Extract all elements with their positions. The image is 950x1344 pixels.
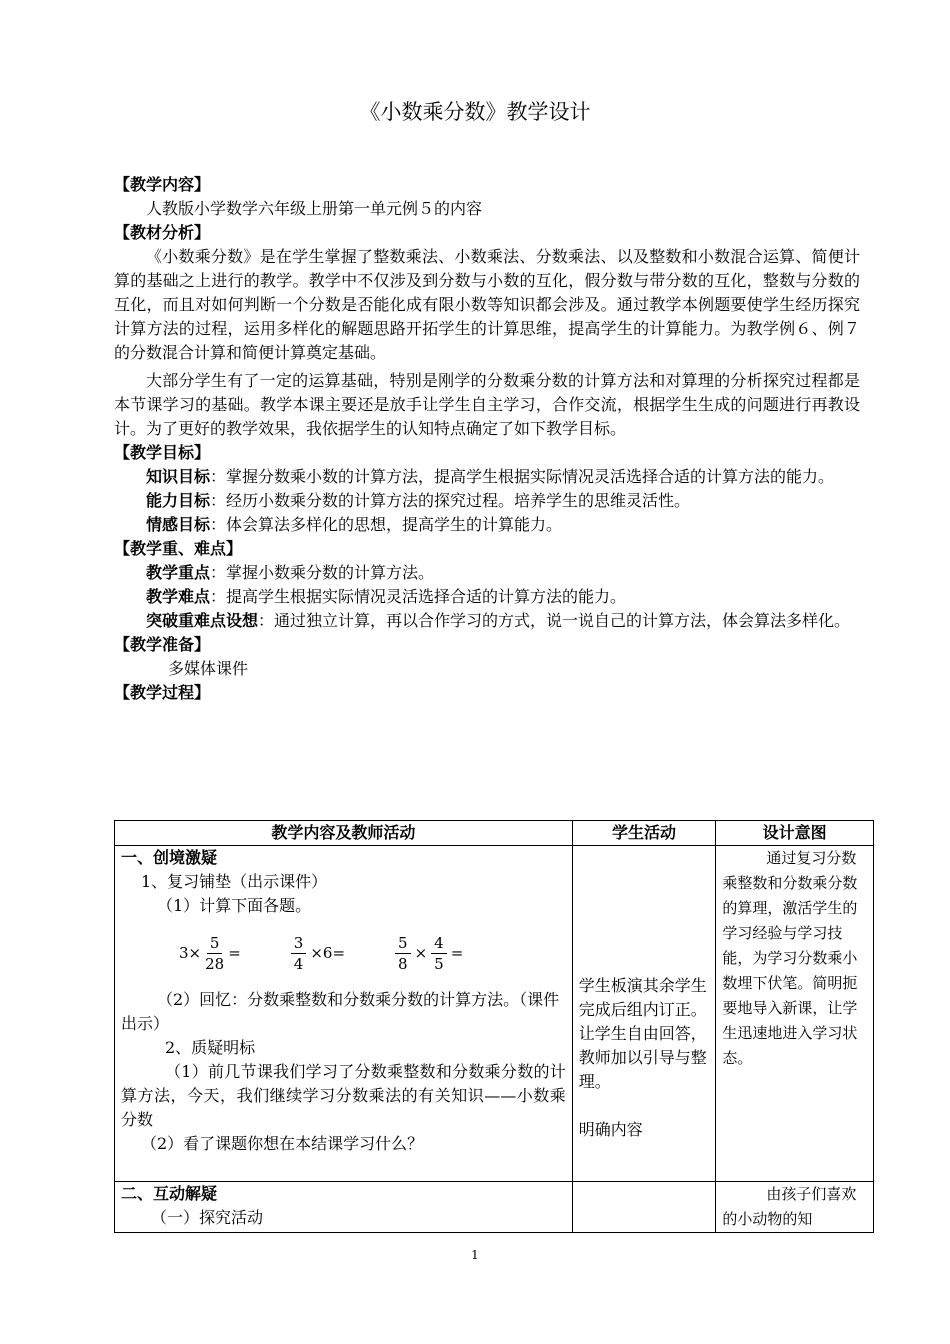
section-heading-analysis: 【教材分析】 [114,223,211,242]
fraction [395,933,411,974]
goal-knowledge-text: ：掌握分数乘小数的计算方法，提高学生根据实际情况灵活选择合适的计算方法的能力。 [210,467,835,486]
denominator: 28 [205,954,225,973]
row1-heading: 一、创境激疑 [121,848,218,867]
header-intent: 设计意图 [716,821,874,846]
numerator: 4 [431,933,447,954]
fraction [205,933,224,974]
student-cell [572,1182,716,1233]
difficult-point-label: 教学难点 [146,587,211,606]
row1-item1-sub2: （2）回忆：分数乘整数和分数乘分数的计算方法。（课件出示） [121,990,560,1033]
fraction [291,933,307,974]
difficult-point-text: ：提高学生根据实际情况灵活选择合适的计算方法的能力。 [210,587,627,606]
process-table [114,820,874,1233]
denominator: 4 [293,954,304,973]
numerator: 5 [207,933,223,954]
teacher-cell [115,1182,573,1233]
numerator: 5 [395,933,411,954]
intent-text: 通过复习分数乘整数和分数乘分数的算理，激活学生的学习经验与学习技能，为学习分数乘小数埋下伏笔。简明扼要地导入新课，让学生迅速地进入学习状态。 [722,849,858,1067]
expr3-suffix: = [450,944,464,962]
analysis-paragraph-2: 大部分学生有了一定的运算基础，特别是刚学的分数乘分数的计算方法和对算理的分析探究过程都是本节课学习的基础。教学本课主要还是放手让学生自主学习，合作交流，根据学生生成的问题进行再教设计。为了更好的教学效果，我依据学生的认知特点确定了如下教学目标。 [114,371,860,438]
times-sign: × [414,944,428,962]
expr1-prefix: 3× [179,944,202,962]
prep-text: 多媒体课件 [168,659,249,678]
math-exercises [179,918,566,988]
difficult-point [114,585,860,609]
row1-item1-sub: （1）计算下面各题。 [157,896,312,915]
intent-text: 由孩子们喜欢的小动物的知 [722,1185,857,1228]
student-activity-2: 让学生自由回答，教师加以引导与整理。 [578,1024,707,1091]
key-point-label: 教学重点 [146,563,211,582]
document-body [114,173,860,705]
denominator: 5 [434,954,444,973]
row2-heading: 二、互动解疑 [121,1184,218,1203]
breakthrough-label: 突破重难点设想 [146,611,259,630]
row2-item1: （一）探究活动 [151,1208,264,1227]
section-heading-goals: 【教学目标】 [114,443,211,462]
header-teacher: 教学内容及教师活动 [115,821,573,846]
header-student: 学生活动 [572,821,716,846]
goal-knowledge [114,465,860,489]
goal-ability [114,489,860,513]
row1-item2-sub2: （2）看了课题你想在本结课学习什么？ [141,1134,424,1153]
goal-knowledge-label: 知识目标 [146,467,211,486]
goal-emotion-label: 情感目标 [146,515,211,534]
page-title: 《小数乘分数》教学设计 [359,100,591,124]
row1-item2: 2、质疑明标 [165,1038,256,1057]
expression-1 [179,933,241,974]
student-cell [572,846,716,1182]
expression-2 [287,933,345,974]
table-row [115,846,874,1182]
key-point-text: ：掌握小数乘分数的计算方法。 [210,563,435,582]
table-header-row [115,821,874,846]
goal-emotion-text: ：体会算法多样化的思想，提高学生的计算能力。 [210,515,563,534]
student-activity-1: 学生板演其余学生完成后组内订正。 [578,976,707,1019]
key-point [114,561,860,585]
section-heading-key: 【教学重、难点】 [114,539,243,558]
intent-cell [716,846,874,1182]
row1-item1: 1、复习铺垫（出示课件） [141,872,328,891]
expr2-suffix: ×6= [310,944,346,962]
numerator: 3 [291,933,307,954]
goal-ability-text: ：经历小数乘分数的计算方法的探究过程。培养学生的思维灵活性。 [210,491,691,510]
goal-ability-label: 能力目标 [146,491,211,510]
expression-3 [391,933,463,974]
section-heading-prep: 【教学准备】 [114,635,211,654]
goal-emotion [114,513,860,537]
fraction [431,933,447,974]
row1-item2-sub1: （1）前几节课我们学习了分数乘整数和分数乘分数的计算方法，今天，我们继续学习分数乘法的有关知识——小数乘分数 [121,1062,566,1129]
student-activity-3: 明确内容 [578,1120,643,1139]
breakthrough [114,609,860,633]
page-number: 1 [471,1248,479,1262]
content-text: 人教版小学数学六年级上册第一单元例５的内容 [146,199,483,218]
breakthrough-text: ：通过独立计算，再以合作学习的方式，说一说自己的计算方法，体会算法多样化。 [258,611,851,630]
section-heading-process: 【教学过程】 [114,683,211,702]
analysis-paragraph-1: 《小数乘分数》是在学生掌握了整数乘法、小数乘法、分数乘法、以及整数和小数混合运算、简便计算的基础之上进行的教学。教学中不仅涉及到分数与小数的互化，假分数与带分数的互化，整数与分数的互化，而且对如何判断一个分数是否能化成有限小数等知识都会涉及。通过教学本例题要使学生经历探究计算方法的过程，运用多样化的解题思路开拓学生的计算思维，提高学生的计算能力。为教学例６、例７的分数混合计算和简便计算奠定基础。 [114,247,860,362]
section-heading-content: 【教学内容】 [114,175,211,194]
intent-cell [716,1182,874,1233]
denominator: 8 [398,954,408,973]
table-row [115,1182,874,1233]
teacher-cell [115,846,573,1182]
expr1-suffix: = [228,944,241,962]
